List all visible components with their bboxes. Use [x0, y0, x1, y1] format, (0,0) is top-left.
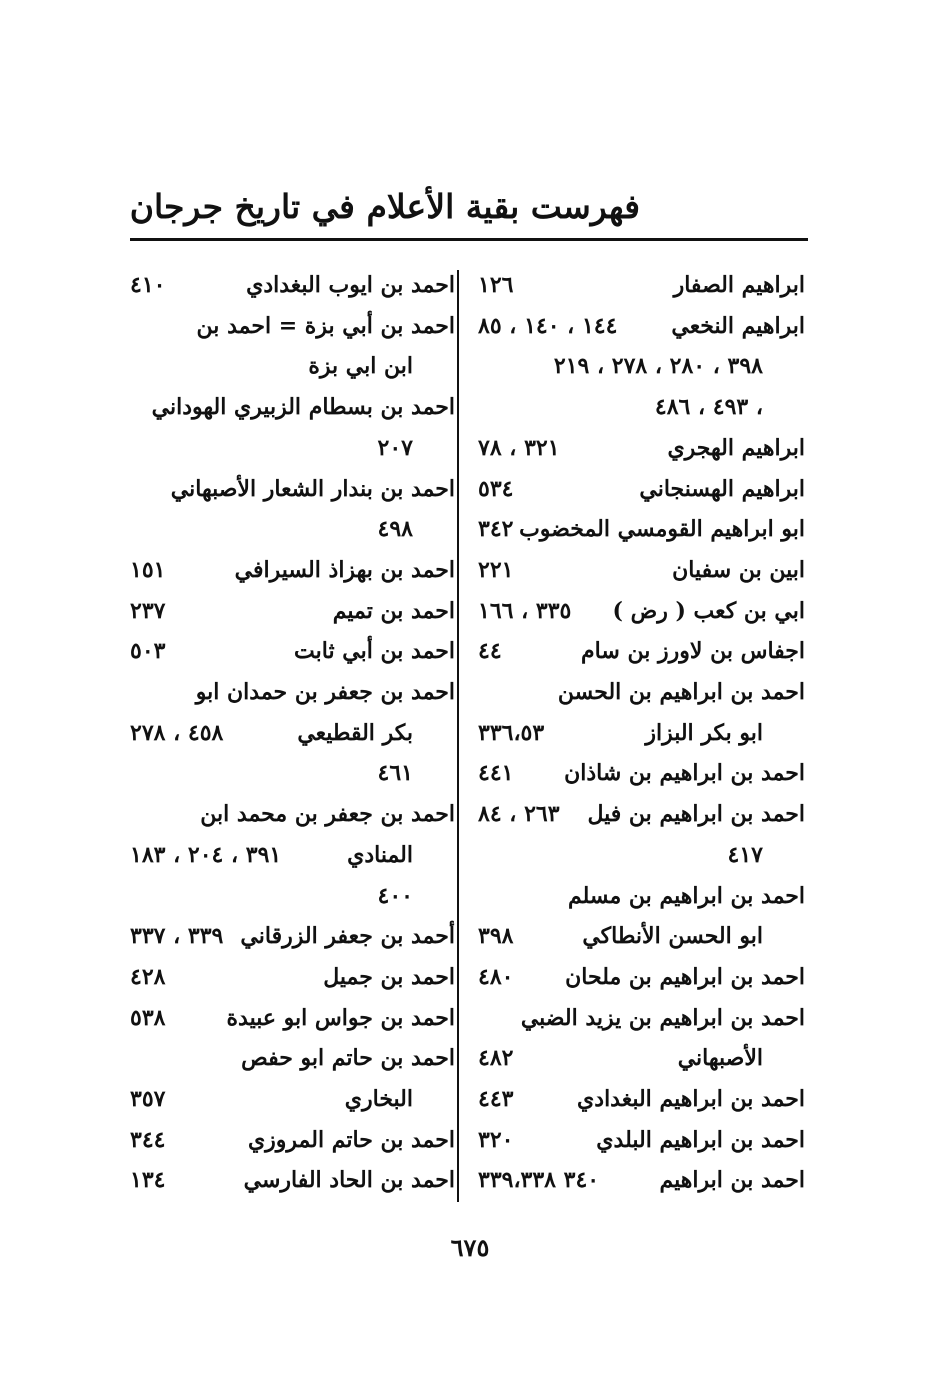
entry-name: بكر القطيعي [297, 719, 413, 746]
entry-name: احمد بن الحاد الفارسي [243, 1167, 455, 1194]
entry-name: ابو الحسن الأنطاكي [582, 923, 763, 950]
index-entry [0, 672, 942, 712]
entry-name: المنادي [347, 841, 413, 868]
index-entry [0, 387, 942, 427]
entry-name: احمد بن ابراهيم بن فيل [587, 801, 805, 828]
entry-pages: ٤٥٨ ، ٢٧٨ [130, 719, 224, 746]
index-entry [0, 753, 942, 793]
entry-name: احمد بن حاتم ابو حفص [241, 1045, 455, 1072]
entry-pages: ٢٠٧ [377, 434, 413, 461]
entry-pages: ١٣٤ [130, 1167, 166, 1194]
entry-pages: ٤١٠ [130, 272, 166, 298]
page-title: فهرست بقية الأعلام في تاريخ جرجان [129, 187, 640, 226]
index-entry [0, 794, 942, 834]
entry-pages: ٣٩١ ، ٢٠٤ ، ١٨٣ [130, 841, 282, 868]
entry-name: ابراهيم الهسنجاني [639, 475, 805, 502]
entry-name: ابراهيم الصفار [673, 272, 805, 298]
entry-pages: ٤٢٨ [130, 963, 166, 990]
index-entry [0, 835, 942, 875]
entry-pages: ٢٣٧ [130, 597, 166, 624]
entry-pages: ٣٩٨ ، ٢٨٠ ، ٢٧٨ ، ٢١٩ [553, 353, 763, 380]
entry-name: الأصبهاني [677, 1045, 763, 1072]
entry-name: احمد بن ابراهيم بن يزيد الضبي [520, 1004, 805, 1031]
entry-pages: ١٥١ [130, 556, 166, 583]
entry-name: احمد بن بهزاذ السيرافي [234, 556, 455, 583]
index-entry [0, 631, 942, 671]
entry-pages: ٣٥٧ [130, 1086, 166, 1112]
index-entry [0, 550, 942, 590]
entry-pages: ٣٩٨ [478, 923, 514, 950]
entry-pages: ٥٠٣ [130, 638, 166, 665]
entry-pages: ٢٦٣ ، ٨٤ [478, 801, 560, 828]
index-entry [0, 713, 942, 753]
entry-pages: ٣٢٠ [478, 1126, 514, 1153]
entry-pages: ٤٤ [478, 638, 502, 665]
entry-name: احمد بن ابراهيم البلدي [596, 1126, 805, 1153]
entry-pages: ٤٨٠ [478, 963, 514, 990]
entry-pages: ٤٨٢ [478, 1045, 514, 1072]
entry-name: احمد بن جعفر بن حمدان ابو [195, 679, 455, 705]
index-entry [0, 1038, 942, 1078]
entry-pages: ٤١٧ [727, 841, 763, 868]
entry-name: اجفاس بن لاورز بن سام [581, 638, 805, 665]
entry-pages: ، ٤٩٣ ، ٤٨٦ [654, 394, 763, 421]
entry-name: احمد بن جميل [323, 963, 455, 990]
entry-pages: ١٤٤ ، ١٤٠ ، ٨٥ [478, 312, 618, 339]
entry-name: احمد بن ابراهيم بن مسلم [567, 882, 805, 909]
entry-pages: ٣٣٦،٥٣ [478, 719, 545, 746]
index-entry [0, 346, 942, 386]
entry-name: احمد بن ايوب البغدادي [246, 272, 455, 298]
entry-pages: ٤٩٨ [377, 516, 413, 543]
entry-name: ابو بكر البزاز [645, 719, 763, 746]
index-entry [0, 957, 942, 997]
index-entry [0, 469, 942, 509]
page-number: ٦٧٥ [450, 1233, 490, 1262]
entry-name: ابراهيم النخعي [671, 312, 805, 339]
entry-name: ابين بن سفيان [672, 556, 805, 583]
index-entry [0, 1079, 942, 1119]
entry-name: احمد بن ابراهيم بن الحسن [557, 679, 805, 705]
entry-name: احمد بن جواس ابو عبيدة [226, 1004, 455, 1031]
entry-name: احمد بن ابراهيم البغدادي [577, 1086, 805, 1112]
index-entry [0, 1120, 942, 1160]
entry-pages: ٥٣٨ [130, 1004, 166, 1031]
entry-name: ابو ابراهيم القومسي المخضوب [519, 516, 805, 543]
entry-name: أحمد بن جعفر الزرقاني [240, 923, 455, 950]
entry-name: احمد بن ابراهيم بن شاذان [564, 760, 805, 787]
entry-pages: ٣٣٩ ، ٣٣٧ [130, 923, 224, 950]
entry-pages: ٣٢١ ، ٧٨ [478, 434, 560, 461]
entry-name: ابي بن كعب ( رض ) [612, 597, 805, 624]
index-entry [0, 265, 942, 305]
index-entry [0, 1160, 942, 1200]
index-entry [0, 876, 942, 916]
entry-name: احمد بن ابراهيم بن ملحان [565, 963, 805, 990]
entry-name: البخاري [344, 1086, 413, 1112]
entry-name: ابن ابي بزة [308, 353, 413, 380]
entry-pages: ٤٦١ [377, 760, 413, 787]
entry-name: احمد بن جعفر بن محمد ابن [200, 801, 455, 828]
index-entry [0, 998, 942, 1038]
index-entry [0, 591, 942, 631]
entry-pages: ٥٣٤ [478, 475, 514, 502]
entry-pages: ٣٣٥ ، ١٦٦ [478, 597, 572, 624]
entry-name: احمد بن ابراهيم [659, 1167, 805, 1194]
entry-pages: ٤٤١ [478, 760, 514, 787]
entry-name: احمد بن بندار الشعار الأصبهاني [170, 475, 455, 502]
entry-pages: ٤٤٣ [478, 1086, 514, 1112]
entry-pages: ٣٤٤ [130, 1126, 166, 1153]
entry-name: احمد بن أبي ثابت [294, 638, 455, 665]
entry-name: احمد بن حاتم المروزي [247, 1126, 455, 1153]
entry-pages: ٤٠٠ [377, 882, 413, 909]
entry-pages: ٣٤٢ [478, 516, 514, 543]
entry-name: احمد بن بسطام الزبيري الهوداني [151, 394, 455, 421]
entry-name: احمد بن أبي بزة = احمد بن [196, 312, 455, 339]
index-entry [0, 509, 942, 549]
entry-pages: ٢٢١ [478, 556, 514, 583]
title-rule [130, 238, 808, 241]
index-entry [0, 306, 942, 346]
index-entry [0, 428, 942, 468]
entry-name: احمد بن تميم [332, 597, 455, 624]
entry-name: ابراهيم الهجري [667, 434, 805, 461]
entry-pages: ١٢٦ [478, 272, 514, 298]
entry-pages: ٣٤٠ ٣٣٩،٣٣٨ [478, 1167, 600, 1194]
index-entry [0, 916, 942, 956]
